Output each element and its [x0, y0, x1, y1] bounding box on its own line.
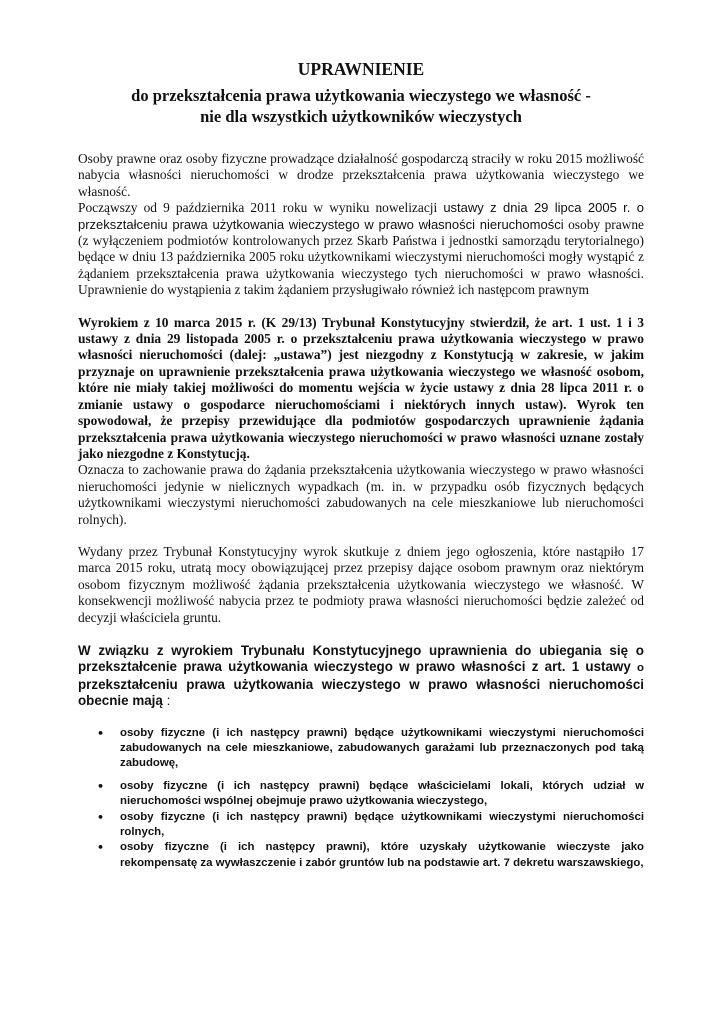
amendment-text-end: osoby prawne (z wyłączeniem podmiotów kontrolowanych przez Skarb Państwa i jednostki samorządu terytorialnego) będące w dniu 13 października 2005 roku użytkownikami wieczystymi nieruchomości mogły wystąpić z żądaniem przekształcenia prawa użytkowania wieczystego tych nieruchomości w prawo własności. Uprawnienie do wystąpienia z takim żądaniem przysługiwało również ich następcom prawnym [78, 216, 644, 298]
amendment-text-start: Począwszy od 9 października 2011 roku w wyniku nowelizacji [78, 200, 444, 216]
eligibility-list [78, 726, 644, 872]
section-heading [78, 643, 644, 710]
paragraph-amendment [78, 200, 644, 298]
section-heading-part-2: o [637, 662, 644, 675]
list-item-text: osoby fizyczne (i ich następcy prawni) będące użytkownikami wieczystymi nieruchomości rolnych, [120, 810, 644, 839]
subtitle-line-2: nie dla wszystkich użytkowników wieczystych [200, 107, 522, 126]
section-heading-part-4: : [162, 693, 171, 709]
paragraph-effect: Wydany przez Trybunał Konstytucyjny wyrok skutkuje z dniem jego ogłoszenia, które nastąpiło 17 marca 2015 roku, utratą mocy obowiązującej przez przepisy dające osobom prawnym oraz niektórym osobom fizycznym możliwość żądania przekształcenia użytkowania wieczystego we własność. W konsekwencji możliwość nabycia przez te podmioty prawa własności nieruchomości będzie zależeć od decyzji właściciela gruntu. [78, 543, 644, 625]
list-item-text: osoby fizyczne (i ich następcy prawni), które uzyskały użytkowanie wieczyste jako rekompensatę za wywłaszczenie i zabór gruntów lub na podstawie art. 7 dekretu warszawskiego, [120, 841, 644, 869]
document-title: UPRAWNIENIE [297, 59, 425, 79]
bullet-glyph: • [97, 726, 105, 740]
list-item-text: osoby fizyczne (i ich następcy prawni) będące właścicielami lokali, których udział w nieruchomości wspólnej obejmuje prawo użytkowania wieczystego, [120, 779, 644, 808]
subtitle-line-1: do przekształcenia prawa użytkowania wieczystego we własność - [131, 86, 591, 105]
list-item [78, 840, 644, 871]
document-page [78, 58, 644, 871]
list-item [78, 726, 644, 772]
ruling-paragraph: Wyrokiem z 10 marca 2015 r. (K 29/13) Trybunał Konstytucyjny stwierdził, że art. 1 ust. 1 i 3 ustawy z dnia 29 listopada 2005 r. o przekształceniu prawa użytkowania wieczystego w prawo własności nieruchomości (dalej: „ustawa”) jest niezgodny z Konstytucją w zakresie, w jakim przyznaje on uprawnienie przekształcenia prawa użytkowania wieczystego we własność osobom, które nie miały takiej możliwości do momentu wejścia w życie ustawy z dnia 28 lipca 2011 r. o zmianie ustawy o gospodarce nieruchomościami i niektórych innych ustaw). Wyrok ten spowodował, że przepisy przewidujące dla podmiotów gospodarczych uprawnienie żądania przekształcenia prawa użytkowania wieczystego nieruchomości w prawo własności uznane zostały jako niezgodne z Konstytucją. [78, 314, 644, 461]
paragraph-meaning: Oznacza to zachowanie prawa do żądania przekształcenia użytkowania wieczystego w prawo własności nieruchomości jedynie w nielicznych wypadkach (m. in. w przypadku osób fizycznych będących użytkownikami wieczystymi nieruchomości zabudowanych na cele mieszkaniowe lub nieruchomości rolnych). [78, 462, 644, 527]
document-subtitle [78, 85, 644, 127]
list-item [78, 779, 644, 810]
act-reference: ustawy z dnia 29 lipca 2005 r. o przekształceniu prawa użytkowania wieczystego w prawo własności nieruchomości [78, 200, 645, 232]
paragraph-intro: Osoby prawne oraz osoby fizyczne prowadzące działalność gospodarczą straciły w roku 2015 możliwość nabycia własności nieruchomości w drodze przekształcenia prawa użytkowania wieczystego we własność. [78, 151, 644, 199]
section-heading-part-3: przekształceniu prawa użytkowania wieczystego w prawo własności nieruchomości obecnie mają [78, 676, 644, 709]
bullet-glyph: • [97, 779, 105, 793]
list-item-text: osoby fizyczne (i ich następcy prawni) będące użytkownikami wieczystymi nieruchomości zabudowanych na cele mieszkaniowe, zabudowanych garażami lub przeznaczonych pod taką zabudowę, [120, 726, 644, 770]
section-heading-part-1: W związku z wyrokiem Trybunału Konstytucyjnego uprawnienia do ubiegania się o przekształcenie prawa użytkowania wieczystego w prawo własności z art. 1 ustawy [78, 642, 644, 675]
list-item [78, 810, 644, 841]
bullet-glyph: • [97, 810, 105, 824]
bullet-glyph: • [97, 841, 105, 855]
